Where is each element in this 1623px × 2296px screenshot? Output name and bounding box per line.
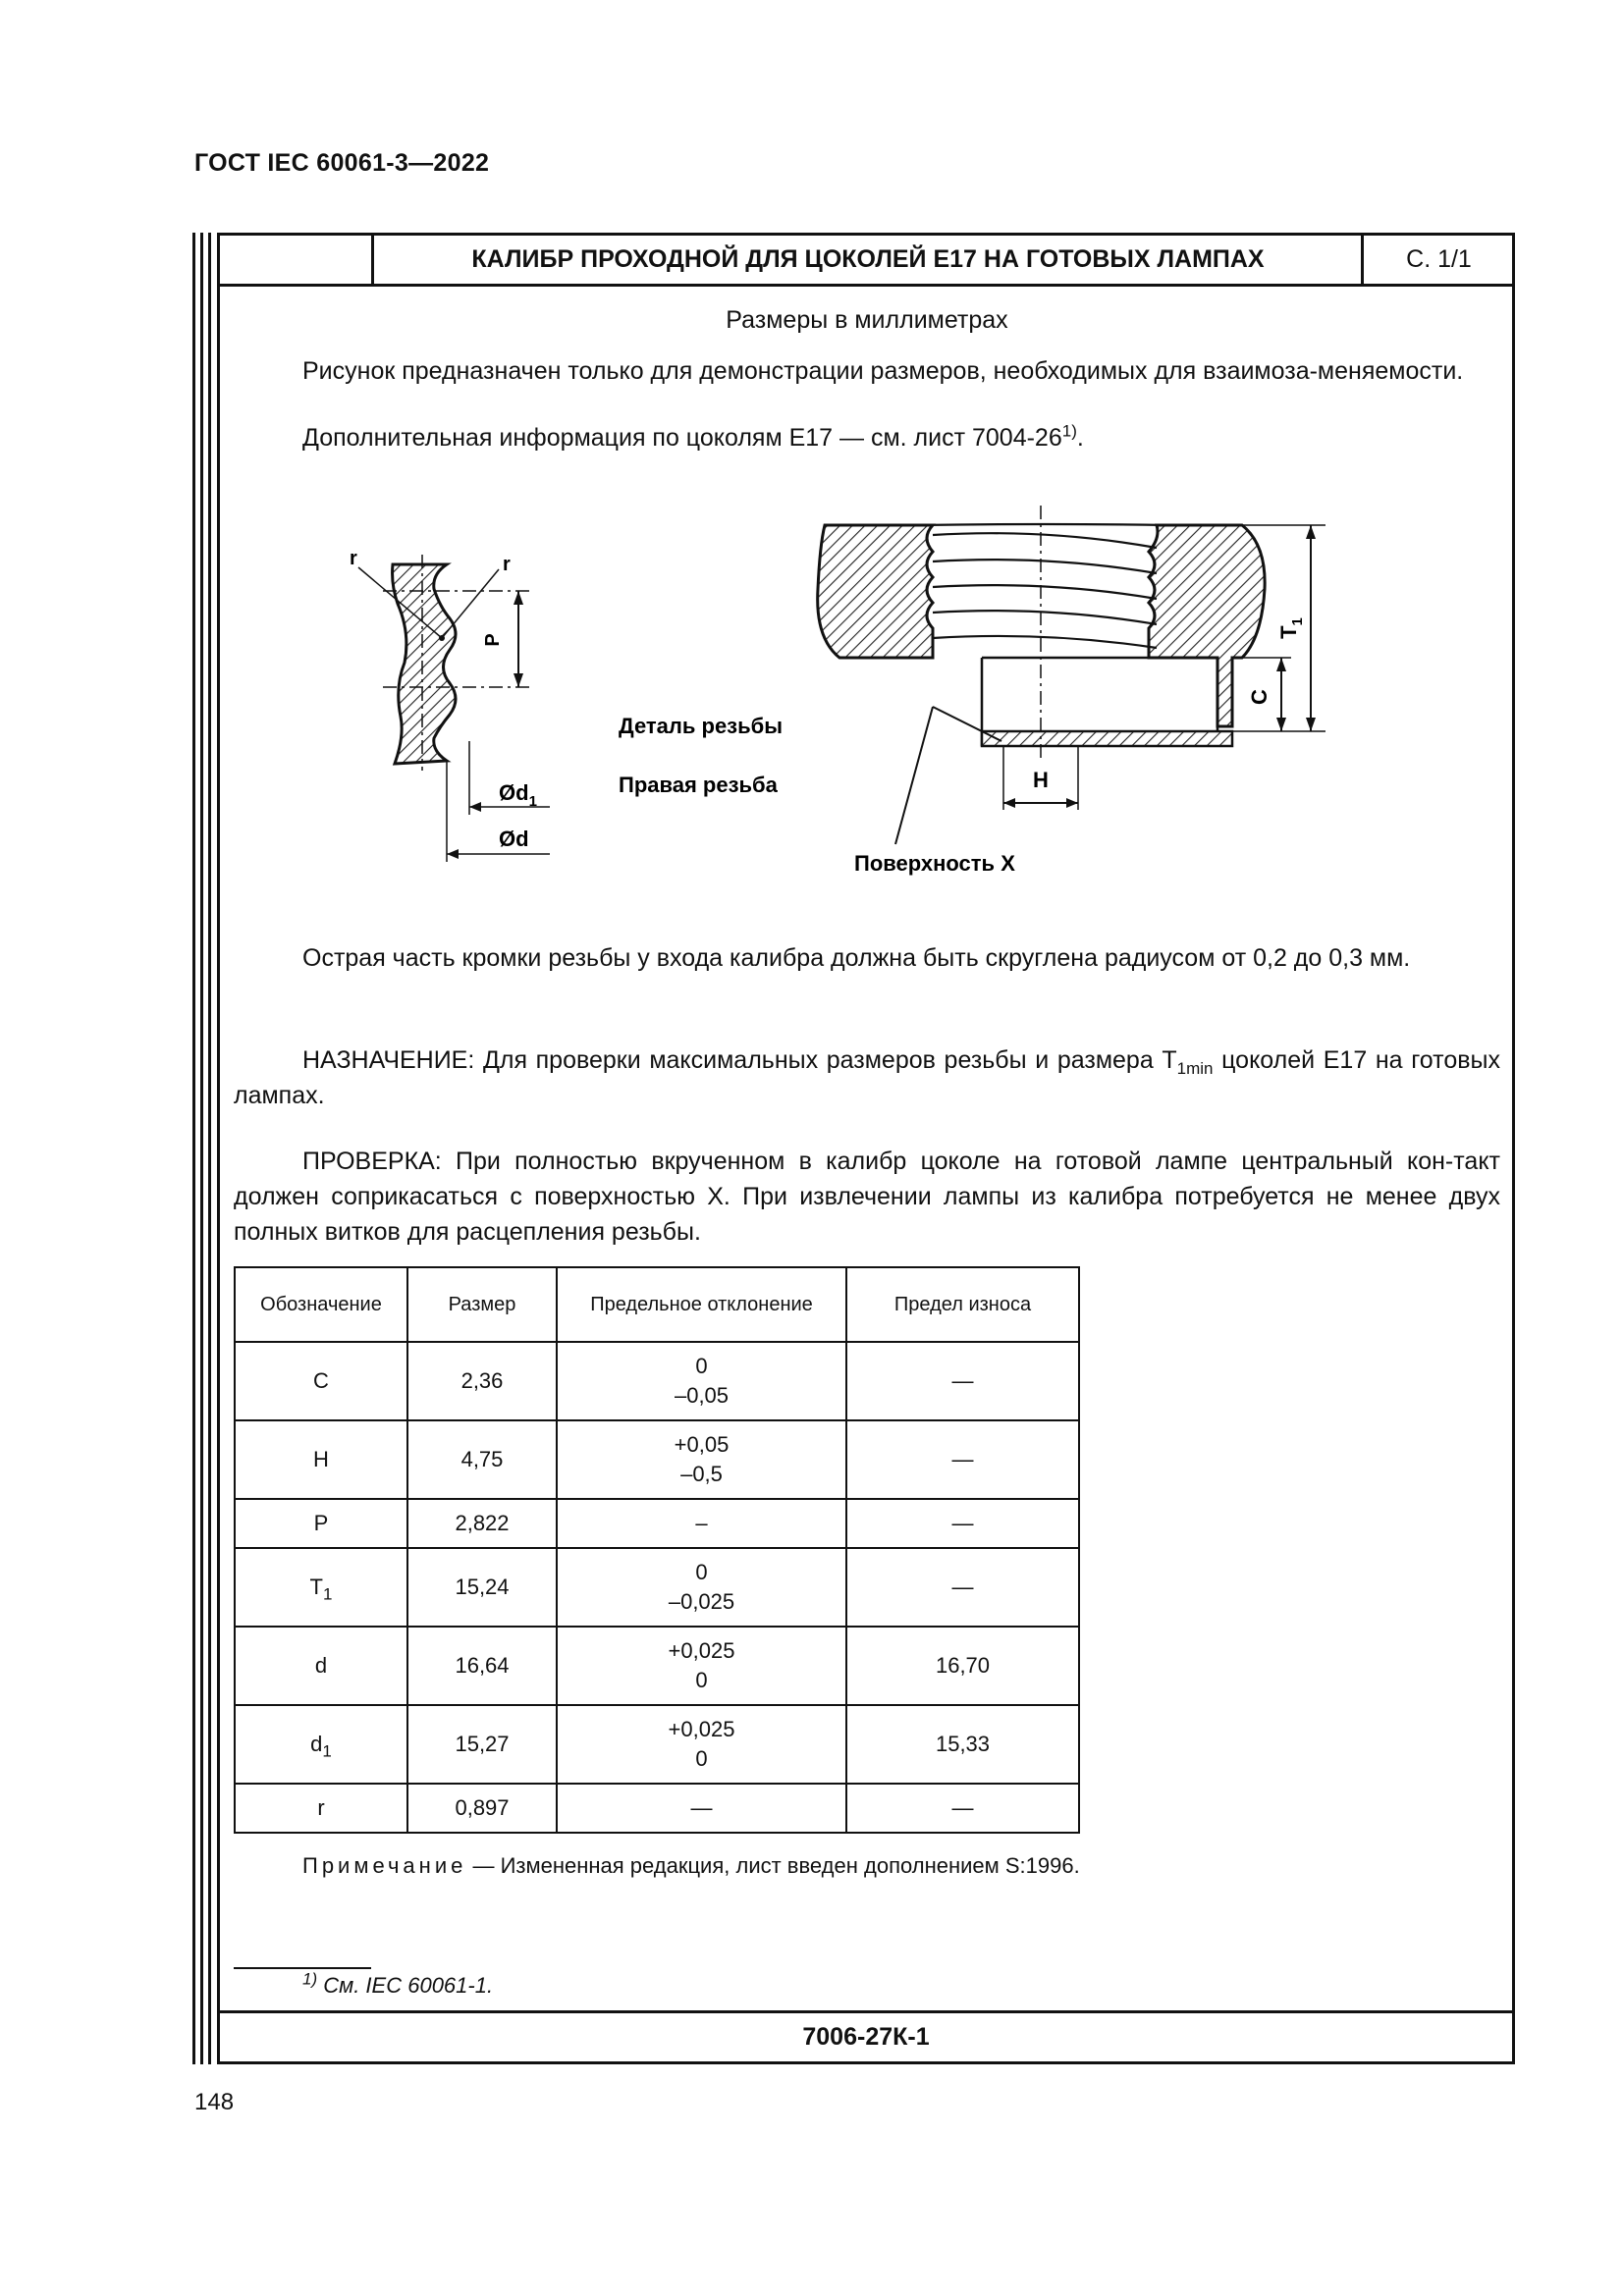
radius-label-left: r (350, 548, 357, 569)
symbol-cell: r (235, 1784, 407, 1833)
wear-cell: 16,70 (846, 1627, 1079, 1705)
surface-x (982, 731, 1232, 746)
table-row (235, 1627, 1079, 1705)
margin-line (200, 233, 203, 2064)
gauge-body-left (818, 525, 933, 658)
table-row (235, 1420, 1079, 1499)
col-header: Обозначение (235, 1267, 407, 1342)
col-header: Предельное отклонение (557, 1267, 846, 1342)
units-note: Размеры в миллиметрах (726, 306, 1008, 334)
tolerance-cell: – (557, 1499, 846, 1548)
symbol-cell: H (235, 1420, 407, 1499)
page-number: 148 (194, 2089, 235, 2115)
size-cell: 2,822 (407, 1499, 557, 1548)
symbol-cell: $d_1$ (235, 1705, 407, 1784)
wear-cell: — (846, 1342, 1079, 1420)
size-cell: 0,897 (407, 1784, 557, 1833)
sheet-title: КАЛИБР ПРОХОДНОЙ ДЛЯ ЦОКОЛЕЙ Е17 НА ГОТОВЫХ ЛАМПАХ (471, 245, 1265, 273)
minor-diameter-label: $Ød_1$ (499, 780, 537, 810)
wear-cell: — (846, 1420, 1079, 1499)
table-note: Примечание — Измененная редакция, лист введен дополнением S:1996. (302, 1853, 1080, 1878)
intro-paragraph: Рисунок предназначен только для демонстрации размеров, необходимых для взаимоза-меняемости. (302, 357, 1464, 385)
rounding-paragraph: Острая часть кромки резьбы у входа калибра должна быть скруглена радиусом от 0,2 до 0,3 мм. (302, 944, 1411, 972)
table-header-row (235, 1267, 1079, 1342)
tolerance-cell: +0,025 0 (557, 1705, 846, 1784)
check-paragraph: ПРОВЕРКА: При полностью вкрученном в калибр цоколе на готовой лампе центральный кон-такт должен соприкасаться с поверхностью X. При извлечении лампы из калибра потребуется не менее двух полных витков для расцепления резьбы. (234, 1148, 1500, 1246)
right-thread-caption: Правая резьба (619, 773, 778, 797)
dimensions-table (234, 1266, 1080, 1834)
tolerance-cell: +0,05 –0,5 (557, 1420, 846, 1499)
intro-reference: Дополнительная информация по цоколям Е17 — см. лист 7004-26$^{1)}$. (302, 421, 1084, 452)
tolerance-cell: +0,025 0 (557, 1627, 846, 1705)
tolerance-cell: — (557, 1784, 846, 1833)
size-cell: 16,64 (407, 1627, 557, 1705)
table-row (235, 1705, 1079, 1784)
size-cell: 2,36 (407, 1342, 557, 1420)
wear-cell: 15,33 (846, 1705, 1079, 1784)
radius-label-right: r (503, 554, 511, 575)
thread-profile-detail (350, 548, 550, 862)
tolerance-cell: 0 –0,05 (557, 1342, 846, 1420)
symbol-cell: d (235, 1627, 407, 1705)
purpose-paragraph: НАЗНАЧЕНИЕ: Для проверки максимальных размеров резьбы и размера $T_{1min}$ цоколей Е17 на готовых лампах. (234, 1046, 1500, 1109)
document-code: ГОСТ IEC 60061-3—2022 (194, 149, 490, 177)
sheet-code: 7006-27К-1 (802, 2023, 930, 2051)
size-cell: 4,75 (407, 1420, 557, 1499)
table-row (235, 1784, 1079, 1833)
table-row (235, 1548, 1079, 1627)
col-header: Предел износа (846, 1267, 1079, 1342)
major-diameter-label: Ød (499, 827, 529, 851)
size-cell: 15,27 (407, 1705, 557, 1784)
thread-profile (393, 564, 456, 764)
table-row (235, 1499, 1079, 1548)
footnote-ref[interactable]: 1) (1061, 421, 1077, 441)
symbol-cell: $T_1$ (235, 1548, 407, 1627)
gauge-section (818, 506, 1325, 876)
wear-cell: — (846, 1548, 1079, 1627)
margin-line (208, 233, 211, 2064)
sheet-page: С. 1/1 (1406, 245, 1472, 273)
t1-label: $T_1$ (1276, 617, 1306, 639)
footnote: $^{1)}$ См. IEC 60061-1. (302, 1969, 494, 1998)
size-cell: 15,24 (407, 1548, 557, 1627)
c-label: C (1247, 689, 1271, 705)
margin-line (192, 233, 195, 2064)
surface-x-label: Поверхность X (854, 851, 1015, 876)
thread-detail-caption: Деталь резьбы (619, 714, 784, 738)
col-header: Размер (407, 1267, 557, 1342)
symbol-cell: C (235, 1342, 407, 1420)
wear-cell: — (846, 1499, 1079, 1548)
wear-cell: — (846, 1784, 1079, 1833)
pitch-label: P (482, 633, 504, 647)
h-label: H (1033, 768, 1049, 792)
table-row (235, 1342, 1079, 1420)
gauge-figure (324, 491, 1453, 893)
tolerance-cell: 0 –0,025 (557, 1548, 846, 1627)
symbol-cell: P (235, 1499, 407, 1548)
